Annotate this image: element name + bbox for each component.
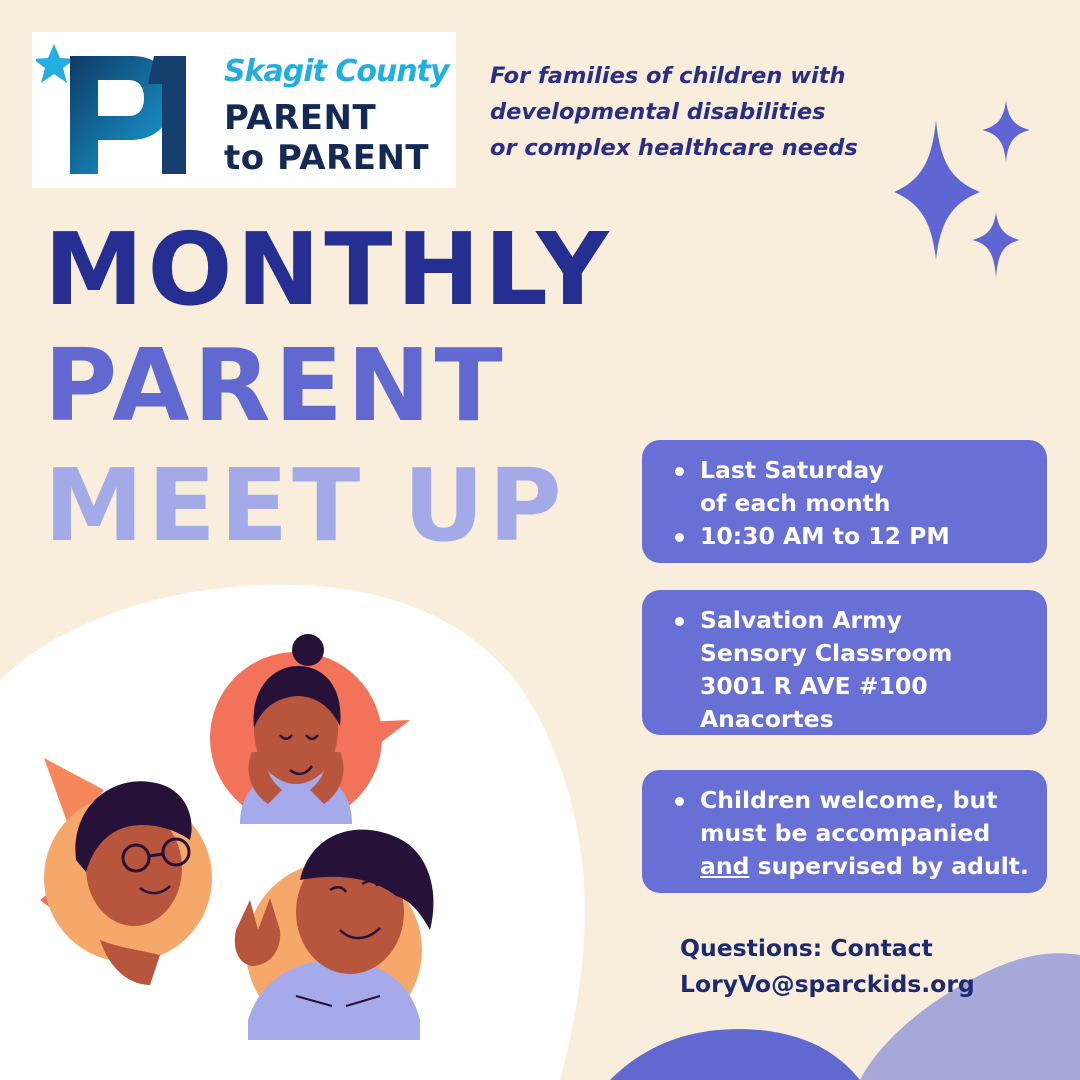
- logo-county-text: Skagit County: [224, 54, 449, 89]
- headline-parent: PARENT: [44, 327, 507, 444]
- schedule-day-line1: Last Saturday: [700, 456, 884, 484]
- headline-meet-up: MEET UP: [44, 447, 566, 564]
- headline-monthly: MONTHLY: [44, 211, 613, 328]
- location-line: Sensory Classroom: [700, 639, 953, 667]
- tagline-line: or complex healthcare needs: [490, 135, 858, 161]
- children-line-rest: supervised by adult.: [749, 852, 1029, 880]
- underlined-and: and: [700, 852, 750, 880]
- logo-parent-text: PARENT: [224, 98, 377, 138]
- contact-label: Questions: Contact: [680, 934, 933, 962]
- location-line: Salvation Army: [700, 606, 902, 634]
- location-city: Anacortes: [700, 705, 834, 733]
- tagline-line: developmental disabilities: [490, 99, 826, 125]
- boy-with-glasses-avatar-icon: [40, 758, 212, 985]
- man-peace-sign-avatar-icon: [235, 830, 434, 1040]
- children-line: Children welcome, but: [700, 786, 998, 814]
- schedule-time: 10:30 AM to 12 PM: [700, 522, 950, 550]
- schedule-day-line2: of each month: [700, 489, 891, 517]
- tagline-line: For families of children with: [490, 63, 846, 89]
- children-line: must be accompanied: [700, 819, 991, 847]
- location-address: 3001 R AVE #100: [700, 672, 928, 700]
- contact-email[interactable]: LoryVo@sparckids.org: [680, 970, 975, 998]
- woman-avatar-icon: [210, 634, 410, 824]
- logo-to-parent-text: to PARENT: [224, 138, 430, 178]
